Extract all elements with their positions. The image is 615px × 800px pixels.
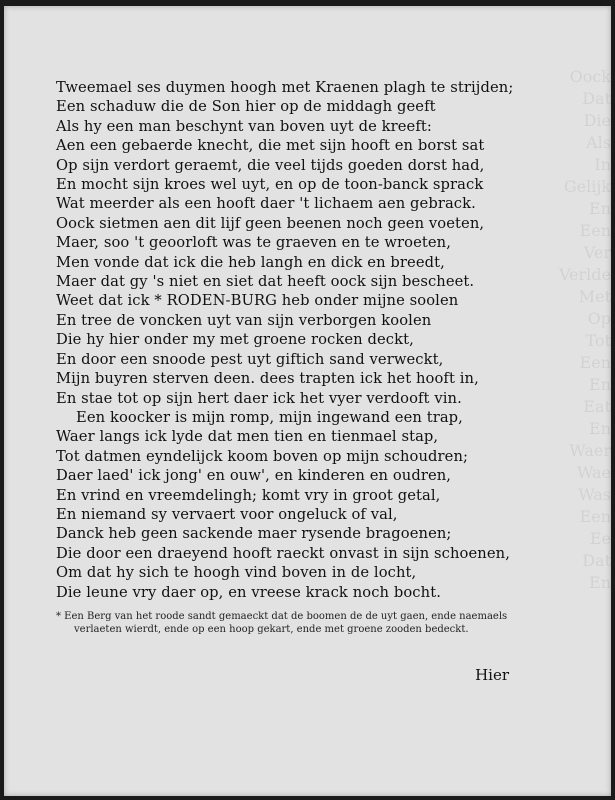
bleed-word: Oock: [569, 67, 611, 86]
poem-line: Die door een draeyend hooft raeckt onvast in sijn schoenen,: [56, 544, 510, 562]
bleed-word: Een: [579, 507, 611, 526]
poem-line: Men vonde dat ick die heb langh en dick en breedt,: [56, 253, 445, 271]
poem-line: Waer langs ick lyde dat men tien en tienmael stap,: [56, 428, 439, 446]
poem-line: Die leune vry daer op, en vreese krack noch bocht.: [56, 583, 441, 601]
bleed-word: Waer: [569, 441, 611, 460]
poem-line: Wat meerder als een hooft daer 't lichaem aen gebrack.: [56, 195, 476, 213]
poem-line: Danck heb geen sackende maer rysende bragoenen;: [56, 525, 452, 543]
poem-line: Oock sietmen aen dit lijf geen beenen noch geen voeten,: [56, 214, 485, 232]
bleed-through-text: [536, 66, 611, 666]
bleed-word: Eat: [583, 397, 611, 416]
bleed-word: In: [594, 155, 611, 174]
bleed-word: Die: [583, 111, 611, 130]
bleed-word: Wae: [576, 463, 611, 482]
poem-line: Als hy een man beschynt van boven uyt de kreeft:: [56, 117, 432, 135]
poem-line: Aen een gebaerde knecht, die met sijn hooft en borst sat: [56, 137, 485, 155]
bleed-word: Ver: [583, 243, 611, 262]
catchword: Hier: [475, 666, 509, 684]
bleed-word: Tot: [585, 331, 611, 350]
poem-line: En niemand sy vervaert voor ongeluck of val,: [56, 505, 398, 523]
poem-line: En tree de voncken uyt van sijn verborgen koolen: [56, 311, 432, 329]
bleed-word: Gelijk: [563, 177, 611, 196]
bleed-word: En: [589, 199, 611, 218]
book-page: [4, 6, 611, 796]
poem-line: Weet dat ick * RODEN-BURG heb onder mijne soolen: [56, 292, 459, 310]
poem-line: Tweemael ses duymen hoogh met Kraenen plagh te strijden;: [56, 79, 514, 96]
bleed-word: Op: [587, 309, 611, 328]
bleed-word: Dat: [582, 551, 611, 570]
poem-line: Op sijn verdort geraemt, die veel tijds goeden dorst had,: [56, 156, 485, 174]
bleed-word: En: [589, 419, 611, 438]
poem-line: En vrind en vreemdelingh; komt vry in groot getal,: [56, 486, 441, 504]
footnote-line: * Een Berg van het roode sandt gemaeckt dat de boomen de de uyt gaen, ende naemaels: [56, 610, 508, 622]
bleed-word: En: [589, 573, 611, 592]
bleed-word: Een: [579, 221, 611, 240]
poem-line: Om dat hy sich te hoogh vind boven in de locht,: [56, 564, 417, 582]
poem-line: Daer laed' ick jong' en ouw', en kinderen en oudren,: [56, 467, 452, 485]
footnote: [56, 610, 526, 636]
poem-line: Een schaduw die de Son hier op de middagh geeft: [56, 98, 436, 116]
poem-line: Maer dat gy 's niet en siet dat heeft oock sijn bescheet.: [56, 273, 475, 291]
poem-line: En stae tot op sijn hert daer ick het vyer verdooft vin.: [56, 389, 462, 407]
bleed-word: Een: [579, 353, 611, 372]
bleed-word: Was: [578, 485, 611, 504]
poem-line: En door een snoode pest uyt giftich sand verweckt,: [56, 350, 444, 368]
bleed-word: Ee: [589, 529, 611, 548]
poem-line: Maer, soo 't geoorloft was te graeven en te wroeten,: [56, 234, 451, 252]
poem-line: Mijn buyren sterven deen. dees trapten ick het hooft in,: [56, 370, 479, 388]
bleed-word: Verlde: [558, 265, 611, 284]
poem-text: [56, 78, 526, 636]
bleed-word: Dat: [582, 89, 611, 108]
bleed-word: En: [589, 375, 611, 394]
poem-line: Die hy hier onder my met groene rocken deckt,: [56, 331, 414, 349]
footnote-line: verlaeten wierdt, ende op een hoop gekart, ende met groene zooden bedeckt.: [74, 623, 469, 635]
poem-line: Een koocker is mijn romp, mijn ingewand een trap,: [76, 408, 463, 426]
bleed-word: Als: [586, 133, 611, 152]
poem-line: En mocht sijn kroes wel uyt, en op de toon-banck sprack: [56, 176, 484, 194]
poem-line: Tot datmen eyndelijck koom boven op mijn schoudren;: [56, 447, 469, 465]
bleed-word: Met: [578, 287, 611, 306]
